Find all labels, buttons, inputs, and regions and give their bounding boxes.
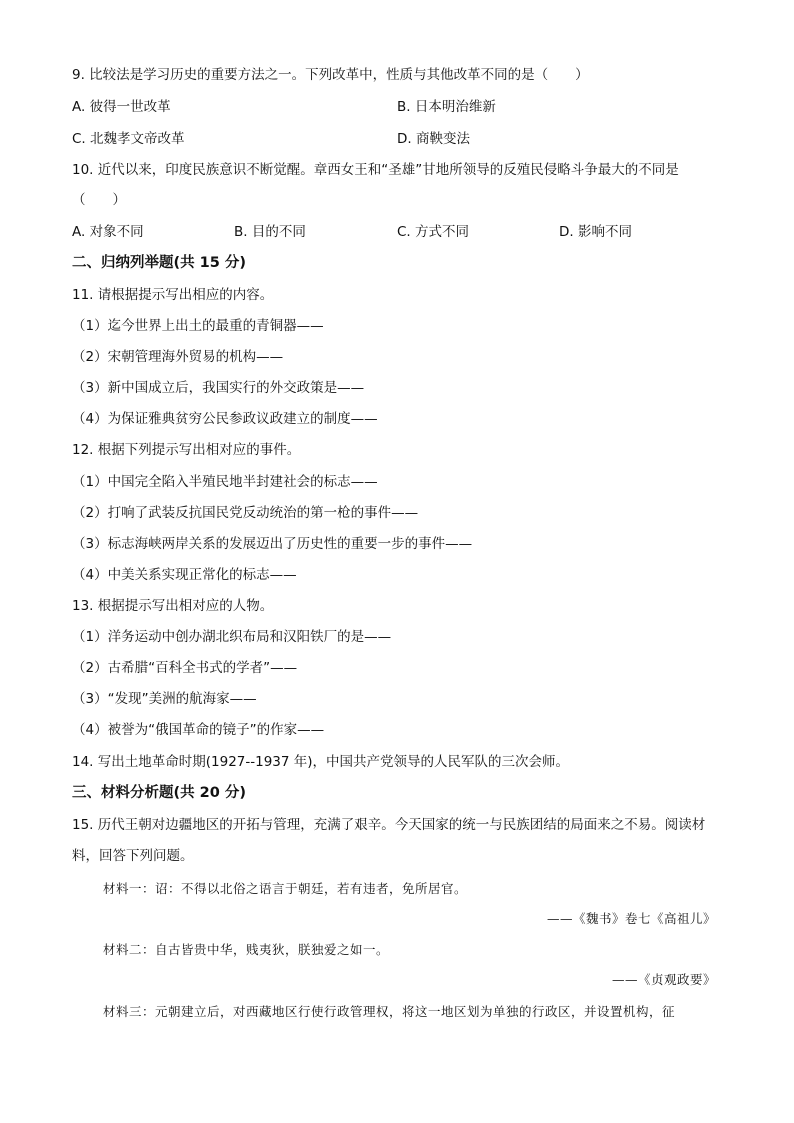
q9-option-b: B. 日本明治维新: [397, 99, 496, 115]
q14-stem: 14. 写出土地革命时期(1927--1937 年)，中国共产党领导的人民军队的三次会师。: [72, 754, 570, 770]
q10-stem-line1: 10. 近代以来，印度民族意识不断觉醒。章西女王和“圣雄”甘地所领导的反殖民侵略斗争最大的不同是: [72, 162, 679, 178]
q15-source-2: ——《贞观政要》: [611, 972, 716, 987]
q13-item-2: （2）古希腊“百科全书式的学者”——: [72, 660, 298, 676]
q15-material-3: 材料三：元朝建立后，对西藏地区行使行政管理权，将这一地区划为单独的行政区，并设置机构，征: [103, 1004, 676, 1019]
q12-stem: 12. 根据下列提示写出相对应的事件。: [72, 442, 301, 458]
section-2-title: 二、归纳列举题(共 15 分): [72, 255, 247, 271]
q13-item-1: （1）洋务运动中创办湖北织布局和汉阳铁厂的是——: [72, 629, 392, 645]
q10-option-a: A. 对象不同: [72, 224, 144, 240]
q9-option-d: D. 商鞅变法: [397, 131, 470, 147]
q15-stem-line1: 15. 历代王朝对边疆地区的开拓与管理，充满了艰辛。今天国家的统一与民族团结的局面来之不易。阅读材: [72, 817, 706, 833]
q13-item-4: （4）被誉为“俄国革命的镜子”的作家——: [72, 722, 325, 738]
q10-option-d: D. 影响不同: [559, 224, 632, 240]
q10-option-c: C. 方式不同: [397, 224, 470, 240]
q12-item-2: （2）打响了武装反抗国民党反动统治的第一枪的事件——: [72, 505, 419, 521]
q11-item-3: （3）新中国成立后，我国实行的外交政策是——: [72, 380, 365, 396]
q15-stem-line2: 料，回答下列问题。: [72, 848, 194, 864]
q11-item-2: （2）宋朝管理海外贸易的机构——: [72, 349, 284, 365]
q11-stem: 11. 请根据提示写出相应的内容。: [72, 287, 274, 303]
q15-material-2: 材料二：自古皆贵中华，贱夷狄，朕独爱之如一。: [103, 942, 390, 957]
q15-source-1: ——《魏书》卷七《高祖儿》: [546, 911, 716, 926]
section-3-title: 三、材料分析题(共 20 分): [72, 785, 247, 801]
q9-option-c: C. 北魏孝文帝改革: [72, 131, 185, 147]
q11-item-4: （4）为保证雅典贫穷公民参政议政建立的制度——: [72, 411, 378, 427]
q13-item-3: （3）“发现”美洲的航海家——: [72, 691, 257, 707]
q13-stem: 13. 根据提示写出相对应的人物。: [72, 598, 274, 614]
q9-stem: 9. 比较法是学习历史的重要方法之一。下列改革中，性质与其他改革不同的是（ ）: [72, 67, 589, 83]
q12-item-1: （1）中国完全陷入半殖民地半封建社会的标志——: [72, 474, 378, 490]
q10-option-b: B. 目的不同: [234, 224, 306, 240]
q12-item-3: （3）标志海峡两岸关系的发展迈出了历史性的重要一步的事件——: [72, 536, 473, 552]
q15-material-1: 材料一：诏：不得以北俗之语言于朝廷，若有违者，免所居官。: [103, 881, 468, 896]
q11-item-1: （1）迄今世界上出土的最重的青铜器——: [72, 318, 324, 334]
q12-item-4: （4）中美关系实现正常化的标志——: [72, 567, 297, 583]
q10-stem-line2: （ ）: [72, 192, 126, 208]
q9-option-a: A. 彼得一世改革: [72, 99, 171, 115]
